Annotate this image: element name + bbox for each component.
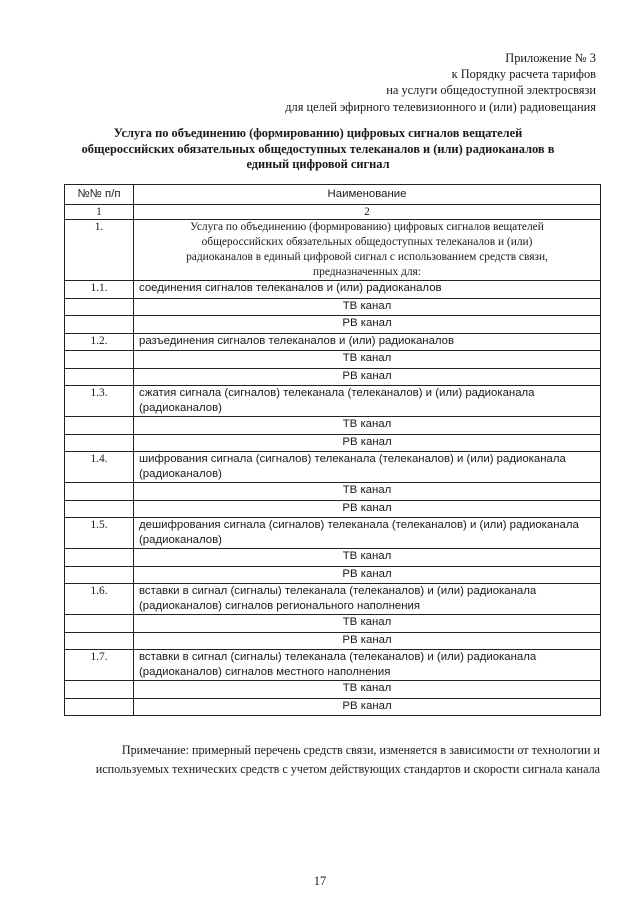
radio-channel-cell: РВ канал <box>134 566 601 584</box>
table-row-channel <box>65 368 601 386</box>
tv-channel-cell: ТВ канал <box>134 615 601 633</box>
table-row-main-service <box>65 220 601 281</box>
empty-number-cell <box>65 500 134 518</box>
footnote-line: используемых технических средств с учетом действующих стандартов и скорости сигнала канала <box>95 762 600 776</box>
table-row-subservice <box>65 518 601 549</box>
table-row-channel <box>65 681 601 699</box>
empty-number-cell <box>65 483 134 501</box>
page-number: 17 <box>313 874 327 888</box>
table-row-channel <box>65 549 601 567</box>
subservice-name-line: (радиоканалов) сигналов регионального наполнения <box>139 600 421 612</box>
subservice-name <box>134 452 601 483</box>
subservice-name-line: (радиоканалов) <box>139 468 222 480</box>
title-line: общероссийских обязательных общедоступных телеканалов и (или) радиоканалов в <box>81 141 555 156</box>
appendix-line: для целей эфирного телевизионного и (или) радиовещания <box>285 99 596 114</box>
appendix-line: Приложение № 3 <box>505 51 596 65</box>
empty-number-cell <box>65 681 134 699</box>
description-line: предназначенных для: <box>313 266 421 278</box>
empty-number-cell <box>65 632 134 650</box>
subservice-name <box>134 386 601 417</box>
subservice-name-line: разъединения сигналов телеканалов и (или) радиоканалов <box>139 334 455 347</box>
subservice-name-line: дешифрования сигнала (сигналов) телеканала (телеканалов) и (или) радиоканала <box>139 519 579 531</box>
column-index-row <box>65 205 601 220</box>
radio-channel-cell: РВ канал <box>134 632 601 650</box>
description-line: радиоканалов в единый цифровой сигнал с использованием средств связи, <box>186 251 548 263</box>
document-title <box>40 126 596 173</box>
row-number: 1.7. <box>65 650 134 681</box>
empty-number-cell <box>65 316 134 334</box>
table-row-subservice <box>65 281 601 299</box>
subservice-name-line: вставки в сигнал (сигналы) телеканала (телеканалов) и (или) радиоканала <box>139 585 537 597</box>
subservice-name-line: (радиоканалов) <box>139 534 222 546</box>
column-header-number: №№ п/п <box>65 185 134 205</box>
tv-channel-cell: ТВ канал <box>134 681 601 699</box>
subservice-name-line: (радиоканалов) сигналов местного наполнения <box>139 666 391 678</box>
table-header-row <box>65 185 601 205</box>
row-number: 1.4. <box>65 452 134 483</box>
table-row-channel <box>65 566 601 584</box>
row-number: 1.6. <box>65 584 134 615</box>
column-header-name: Наименование <box>134 185 601 205</box>
subservice-name-line: шифрования сигнала (сигналов) телеканала (телеканалов) и (или) радиоканала <box>139 453 566 465</box>
table-row-channel <box>65 316 601 334</box>
radio-channel-cell: РВ канал <box>134 500 601 518</box>
column-index-2: 2 <box>134 205 601 220</box>
table-row-subservice <box>65 452 601 483</box>
table-row-subservice <box>65 333 601 351</box>
subservice-name-line: соединения сигналов телеканалов и (или) радиоканалов <box>139 282 442 294</box>
empty-number-cell <box>65 549 134 567</box>
column-index-1: 1 <box>65 205 134 220</box>
subservice-name <box>134 584 601 615</box>
table-row-channel <box>65 615 601 633</box>
footnote-line: Примечание: примерный перечень средств связи, изменяется в зависимости от технологии и <box>121 743 600 757</box>
table-row-channel <box>65 351 601 369</box>
row-number: 1.1. <box>65 281 134 299</box>
table-row-channel <box>65 632 601 650</box>
table-row-subservice <box>65 386 601 417</box>
footnote <box>40 741 600 779</box>
subservice-name <box>134 518 601 549</box>
title-line: единый цифровой сигнал <box>246 157 390 171</box>
row-number: 1. <box>65 220 134 281</box>
description-line: общероссийских обязательных общедоступных телеканалов и (или) <box>201 236 533 248</box>
row-number: 1.3. <box>65 386 134 417</box>
subservice-name-line: сжатия сигнала (сигналов) телеканала (телеканалов) и (или) радиоканала <box>139 387 535 399</box>
subservice-name <box>134 650 601 681</box>
table-row-channel <box>65 698 601 716</box>
empty-number-cell <box>65 698 134 716</box>
empty-number-cell <box>65 615 134 633</box>
row-number: 1.2. <box>65 333 134 351</box>
subservice-name-line: (радиоканалов) <box>139 402 222 414</box>
services-table <box>64 184 601 716</box>
tv-channel-cell: ТВ канал <box>134 351 601 369</box>
empty-number-cell <box>65 368 134 386</box>
empty-number-cell <box>65 351 134 369</box>
subservice-name-line: вставки в сигнал (сигналы) телеканала (телеканалов) и (или) радиоканала <box>139 651 537 663</box>
appendix-line: к Порядку расчета тарифов <box>451 67 596 82</box>
table-row-channel <box>65 500 601 518</box>
table-row-channel <box>65 434 601 452</box>
empty-number-cell <box>65 417 134 435</box>
table-row-channel <box>65 483 601 501</box>
main-service-description <box>134 220 601 281</box>
empty-number-cell <box>65 566 134 584</box>
description-line: Услуга по объединению (формированию) цифровых сигналов вещателей <box>190 221 544 233</box>
radio-channel-cell: РВ канал <box>134 698 601 716</box>
radio-channel-cell: РВ канал <box>134 316 601 334</box>
tv-channel-cell: ТВ канал <box>134 549 601 567</box>
appendix-header <box>285 50 596 115</box>
title-line: Услуга по объединению (формированию) цифровых сигналов вещателей <box>113 126 523 140</box>
table-row-channel <box>65 417 601 435</box>
tv-channel-cell: ТВ канал <box>134 417 601 435</box>
row-number: 1.5. <box>65 518 134 549</box>
tv-channel-cell: ТВ канал <box>134 483 601 501</box>
table-row-subservice <box>65 650 601 681</box>
radio-channel-cell: РВ канал <box>134 368 601 386</box>
table-row-channel <box>65 298 601 316</box>
subservice-name <box>134 333 601 351</box>
tv-channel-cell: ТВ канал <box>134 298 601 316</box>
empty-number-cell <box>65 298 134 316</box>
subservice-name <box>134 281 601 299</box>
table-row-subservice <box>65 584 601 615</box>
empty-number-cell <box>65 434 134 452</box>
radio-channel-cell: РВ канал <box>134 434 601 452</box>
appendix-line: на услуги общедоступной электросвязи <box>386 83 596 98</box>
